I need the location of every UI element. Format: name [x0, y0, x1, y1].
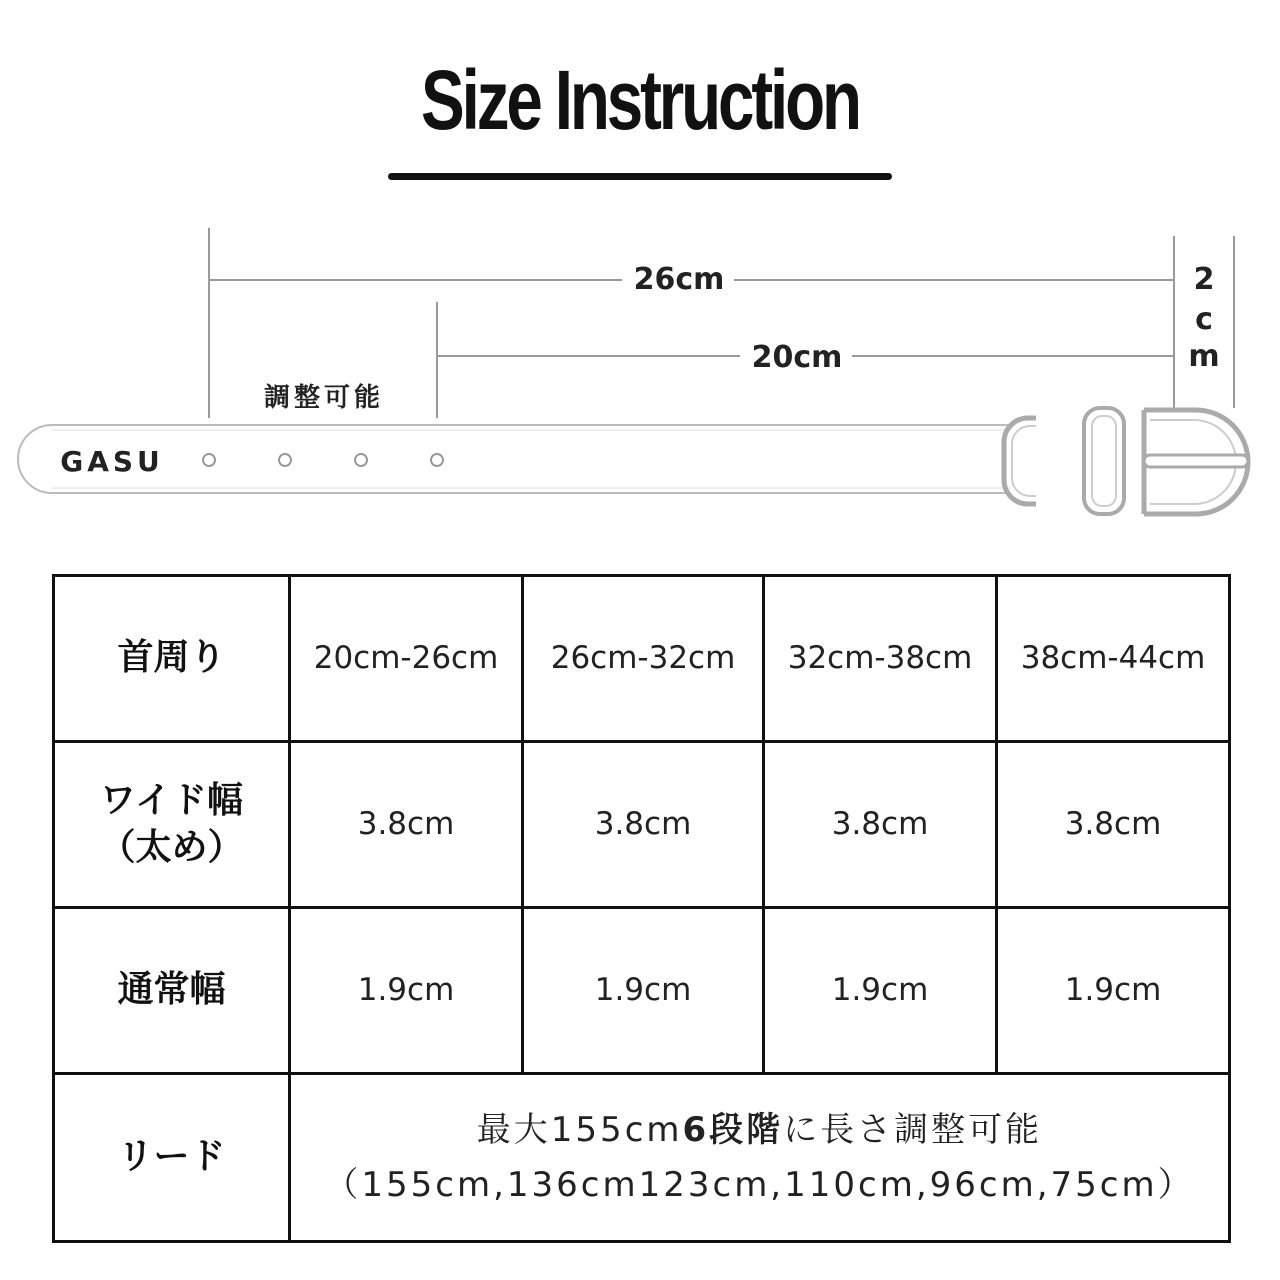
- collar-diagram: [0, 210, 1280, 530]
- adjustable-label: 調整可能: [263, 383, 385, 413]
- width-label-char-2: c: [1195, 302, 1213, 337]
- title-underline: [388, 173, 892, 180]
- lead-part-1: 最大155cm: [476, 1110, 683, 1151]
- page-title: Size Instruction: [421, 53, 859, 147]
- lead-part-2: 6段階: [682, 1110, 784, 1151]
- dim-label-26cm: 26cm: [633, 262, 725, 297]
- row-header-normal: 通常幅: [54, 908, 290, 1074]
- lead-part-3: に長さ調整可能: [783, 1110, 1043, 1151]
- table-row-neck: [54, 576, 1230, 742]
- collar-hole-3: [355, 454, 367, 466]
- collar-hole-1: [203, 454, 215, 466]
- table-row-normal: [54, 908, 1230, 1074]
- row-header-lead: リード: [54, 1074, 290, 1242]
- table-cell: 3.8cm: [764, 742, 997, 908]
- row-header-wide: [54, 742, 290, 908]
- row-header-wide-line-1: ワイド幅: [100, 779, 243, 821]
- row-header-neck: 首周り: [54, 576, 290, 742]
- table-cell: 3.8cm: [290, 742, 523, 908]
- table-row-lead: [54, 1074, 1230, 1242]
- collar-strap: [18, 425, 1010, 493]
- size-table: [52, 574, 1231, 1243]
- table-cell: 1.9cm: [290, 908, 523, 1074]
- width-label-char-1: 2: [1193, 262, 1215, 297]
- table-cell: 3.8cm: [523, 742, 764, 908]
- table-cell: 1.9cm: [997, 908, 1230, 1074]
- width-label-char-3: m: [1188, 339, 1220, 374]
- table-cell: 38cm-44cm: [997, 576, 1230, 742]
- table-cell: 1.9cm: [764, 908, 997, 1074]
- lead-main-text: [291, 1103, 1228, 1157]
- brand-label: GASU: [60, 445, 164, 478]
- lead-description: [290, 1074, 1230, 1242]
- table-cell: 3.8cm: [997, 742, 1230, 908]
- table-cell: 20cm-26cm: [290, 576, 523, 742]
- row-header-wide-line-2: （太め）: [99, 826, 244, 868]
- collar-hole-2: [279, 454, 291, 466]
- keeper-loop: [1084, 408, 1124, 514]
- table-cell: 32cm-38cm: [764, 576, 997, 742]
- dim-label-20cm: 20cm: [751, 340, 843, 375]
- table-row-wide: [54, 742, 1230, 908]
- buckle-prong: [1144, 455, 1248, 467]
- table-cell: 1.9cm: [523, 908, 764, 1074]
- table-cell: 26cm-32cm: [523, 576, 764, 742]
- lead-sub-text: （155cm,136cm123cm,110cm,96cm,75cm）: [324, 1164, 1195, 1205]
- collar-hole-4: [431, 454, 443, 466]
